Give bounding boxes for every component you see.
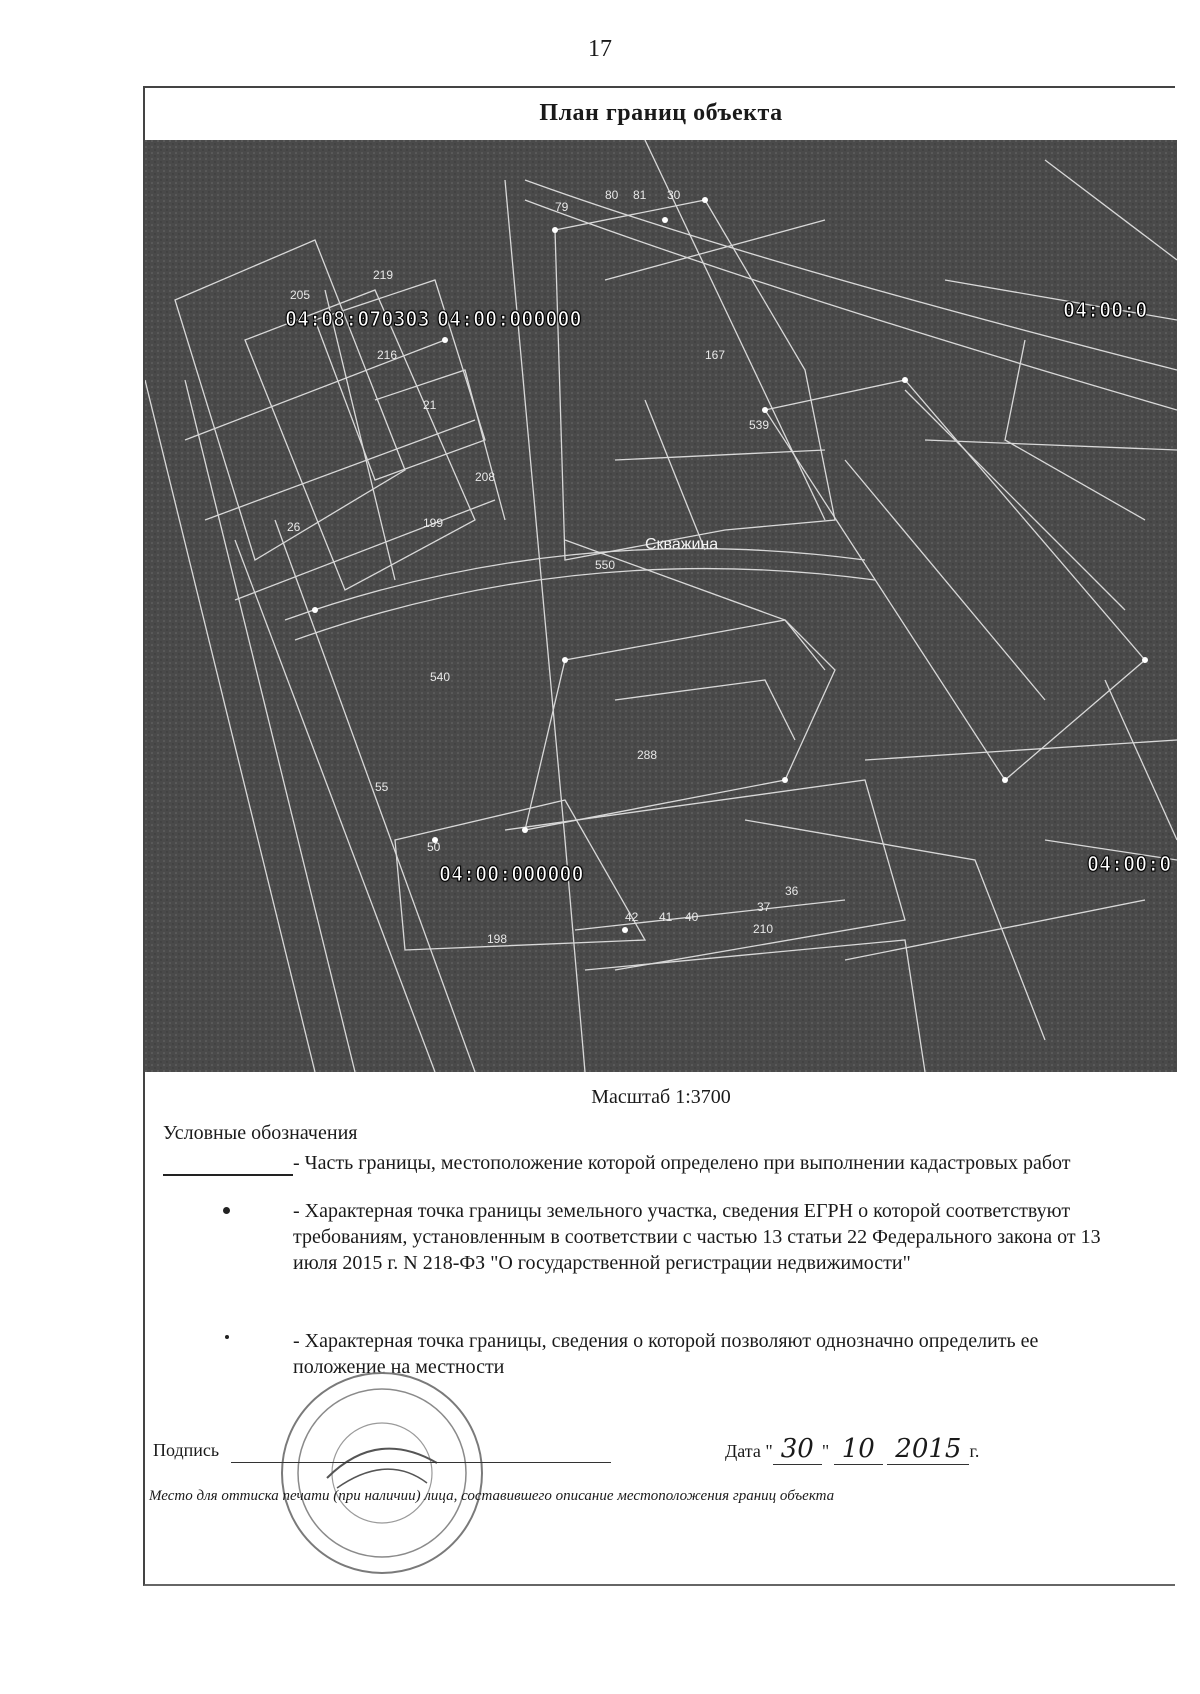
parcel-number: 26: [287, 520, 301, 534]
parcel-number: 42: [625, 910, 639, 924]
parcel-number: 205: [290, 288, 311, 302]
signature-label: Подпись: [153, 1440, 220, 1460]
date-suffix: г.: [969, 1441, 980, 1461]
parcel-number: 40: [685, 910, 699, 924]
parcel-number: 550: [595, 558, 616, 572]
parcel-number: 79: [555, 200, 569, 214]
parcel-number: 208: [475, 470, 496, 484]
parcel-number: 167: [705, 348, 726, 362]
parcel-number: 199: [423, 516, 444, 530]
legend-point-egrn-symbol: [223, 1207, 230, 1214]
legend-point-ground-symbol: [225, 1335, 229, 1339]
cadastral-label: 04:00:0: [1087, 852, 1172, 876]
page-number: 17: [588, 36, 612, 62]
cadastral-label: 04:00:0: [1063, 298, 1148, 322]
parcel-number: 288: [637, 748, 658, 762]
date-month: 10: [834, 1434, 883, 1465]
signature-line: [231, 1462, 611, 1463]
parcel-number: 540: [430, 670, 451, 684]
feature-label-borehole: Скважина: [645, 536, 719, 553]
parcel-number: 539: [749, 418, 770, 432]
cadastral-label: 04:00:000000: [439, 862, 584, 886]
parcel-number: 21: [423, 398, 437, 412]
date-field: Дата " 30 " 10 2015 г.: [725, 1434, 980, 1464]
parcel-number: 81: [633, 188, 647, 202]
parcel-number: 219: [373, 268, 394, 282]
parcel-number: 198: [487, 932, 508, 946]
round-seal-stamp: [267, 1358, 497, 1588]
parcel-number: 50: [427, 840, 441, 854]
document-title: План границ объекта: [539, 100, 783, 126]
stamp-placement-note: Место для оттиска печати (при наличии) лица, составившего описание местоположения границ объекта: [149, 1488, 835, 1504]
parcel-number: 216: [377, 348, 398, 362]
date-label: Дата: [725, 1441, 761, 1461]
parcel-number: 80: [605, 188, 619, 202]
legend-item-egrn-point: - Характерная точка границы земельного участка, сведения ЕГРН о которой соответствуют требованиям, установленным в соответствии с частью 13 статьи 22 Федерального закона от 13 июля 2015 г. N 218-ФЗ "О государственной регистрации недвижимости": [293, 1200, 1101, 1274]
parcel-number: 55: [375, 780, 389, 794]
parcel-number: 210: [753, 922, 774, 936]
legend-boundary-line-symbol: [163, 1174, 293, 1176]
map-scale: Масштаб 1:3700: [591, 1086, 731, 1108]
document-frame: [143, 86, 1175, 1586]
legend-title: Условные обозначения: [163, 1122, 358, 1144]
date-day: 30: [773, 1434, 822, 1465]
date-year: 2015: [887, 1434, 969, 1465]
cadastral-label: 04:08:070303: [285, 307, 430, 331]
parcel-number: 30: [667, 188, 681, 202]
parcel-number: 37: [757, 900, 771, 914]
legend-item-boundary: - Часть границы, местоположение которой определено при выполнении кадастровых работ: [293, 1152, 1071, 1174]
parcel-number: 41: [659, 910, 673, 924]
cadastral-map: [145, 140, 1177, 1072]
cadastral-label: 04:00:000000: [437, 307, 582, 331]
parcel-number: 36: [785, 884, 799, 898]
map-lines: [145, 140, 1177, 1072]
legend-item-ground-point: - Характерная точка границы, сведения о которой позволяют однозначно определить ее положение на местности: [293, 1330, 1039, 1378]
